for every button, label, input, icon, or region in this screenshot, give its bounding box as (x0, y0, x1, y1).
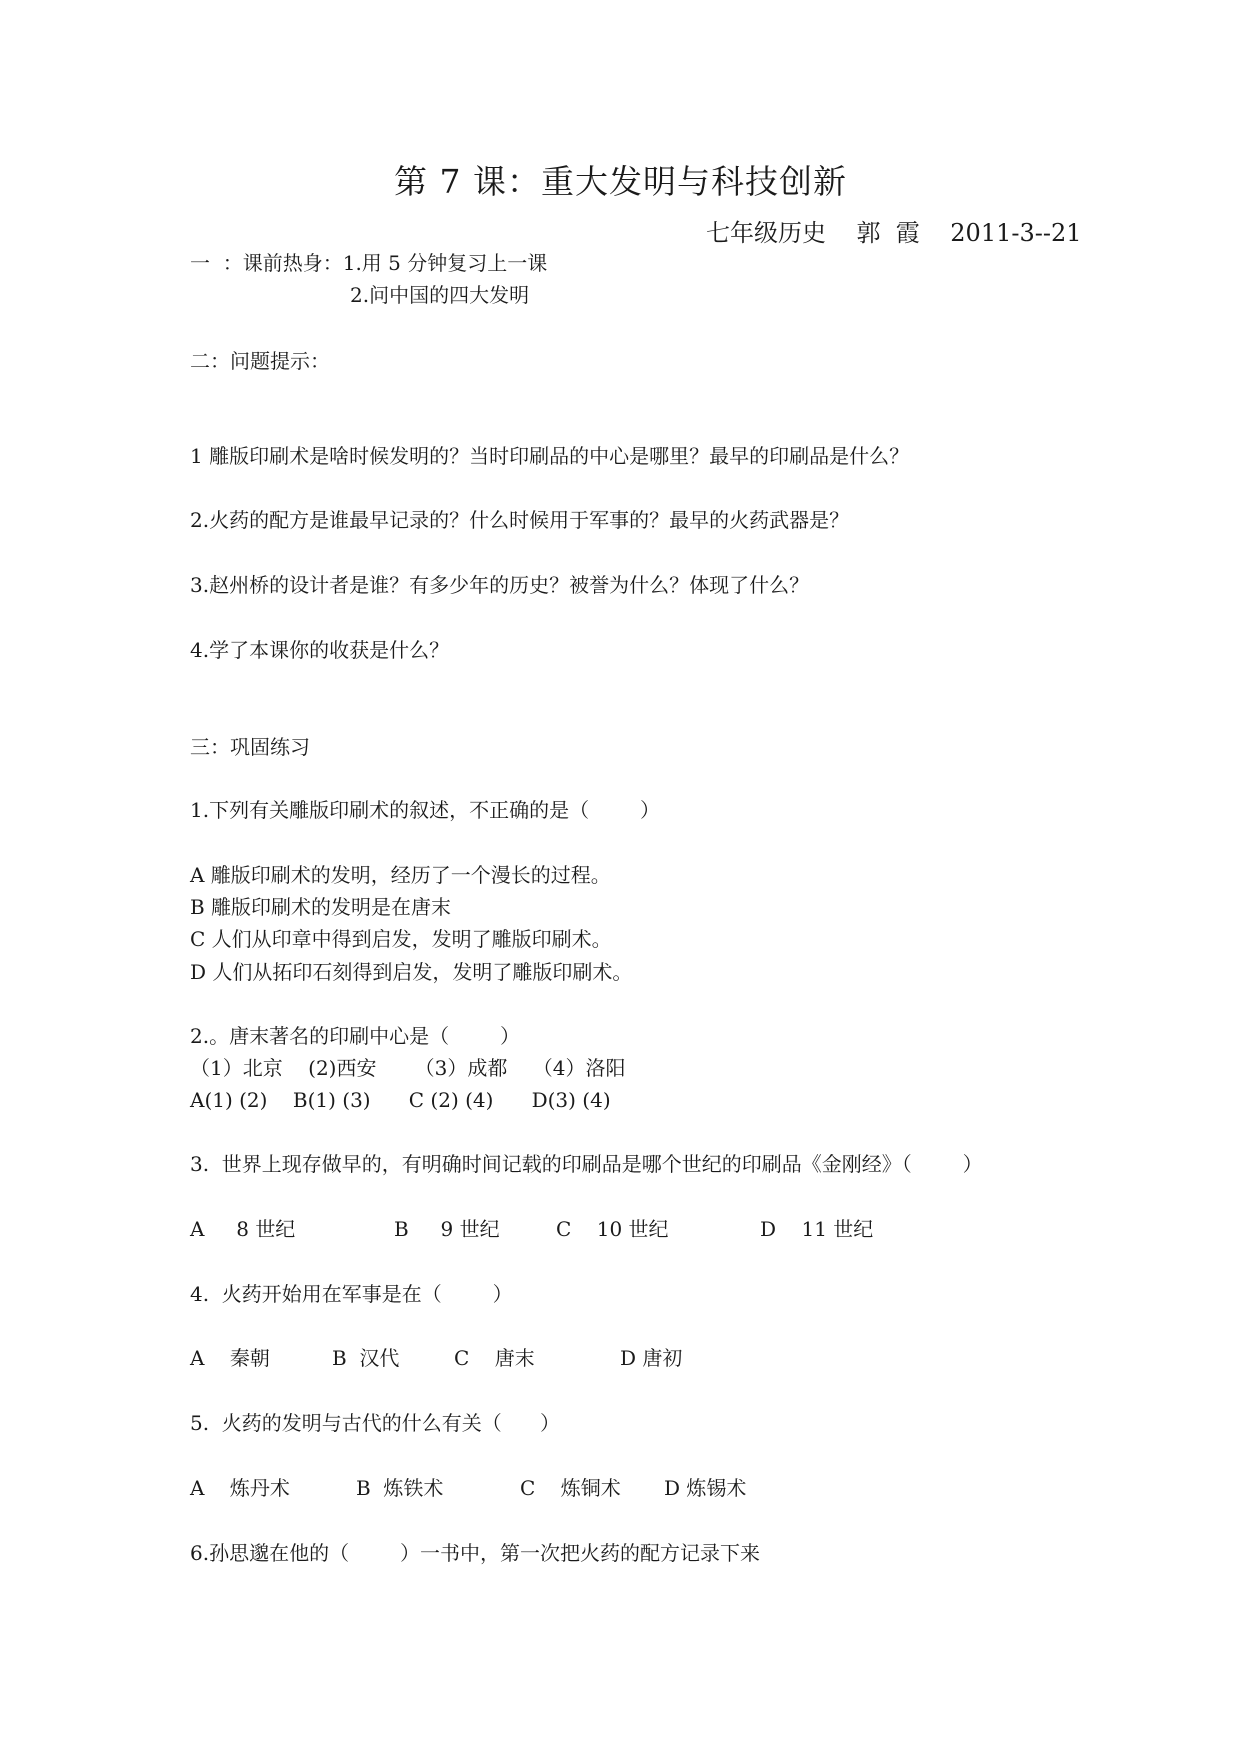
exercise-3-question: 3. 世界上现存做早的，有明确时间记载的印刷品是哪个世纪的印刷品《金刚经》（ ） (190, 1152, 983, 1176)
section3-heading: 三：巩固练习 (190, 735, 310, 759)
section1-line1: 一 ：课前热身：1.用 5 分钟复习上一课 (190, 251, 548, 275)
exercise-5-option-a: A 炼丹术 (190, 1476, 290, 1500)
section1-line2: 2.问中国的四大发明 (350, 283, 530, 307)
question-1: 1 雕版印刷术是啥时候发明的？当时印刷品的中心是哪里？最早的印刷品是什么？ (190, 444, 910, 468)
exercise-6-question: 6.孙思邈在他的（ ）一书中，第一次把火药的配方记录下来 (190, 1541, 760, 1565)
question-3: 3.赵州桥的设计者是谁？有多少年的历史？被誉为什么？体现了什么？ (190, 573, 810, 597)
page-title: 第 7 课：重大发明与科技创新 (394, 162, 847, 201)
section2-heading: 二：问题提示： (190, 349, 330, 373)
exercise-3-option-d: D 11 世纪 (760, 1217, 874, 1241)
exercise-1-option-c: C 人们从印章中得到启发，发明了雕版印刷术。 (190, 927, 612, 951)
exercise-5-option-d: D 炼锡术 (664, 1476, 747, 1500)
exercise-4-option-a: A 秦朝 (190, 1346, 270, 1370)
exercise-4-option-d: D 唐初 (620, 1346, 683, 1370)
exercise-5-option-b: B 炼铁术 (356, 1476, 444, 1500)
exercise-5-option-c: C 炼铜术 (520, 1476, 621, 1500)
exercise-1-question: 1.下列有关雕版印刷术的叙述，不正确的是（ ） (190, 798, 660, 822)
exercise-1-option-b: B 雕版印刷术的发明是在唐末 (190, 895, 452, 919)
exercise-4-option-c: C 唐末 (454, 1346, 535, 1370)
exercise-2-answers: A(1) (2) B(1) (3) C (2) (4) D(3) (4) (190, 1088, 611, 1112)
exercise-4-question: 4. 火药开始用在军事是在（ ） (190, 1282, 513, 1306)
exercise-1-option-d: D 人们从拓印石刻得到启发，发明了雕版印刷术。 (190, 960, 633, 984)
question-2: 2.火药的配方是谁最早记录的？什么时候用于军事的？最早的火药武器是？ (190, 508, 850, 532)
byline: 七年级历史 郭 霞 2011-3--21 (706, 219, 1082, 247)
question-4: 4.学了本课你的收获是什么？ (190, 638, 450, 662)
exercise-3-option-b: B 9 世纪 (394, 1217, 500, 1241)
exercise-2-items: （1）北京 (2)西安 （3）成都 （4）洛阳 (190, 1056, 626, 1080)
exercise-1-option-a: A 雕版印刷术的发明，经历了一个漫长的过程。 (190, 863, 611, 887)
exercise-3-option-a: A 8 世纪 (190, 1217, 296, 1241)
exercise-3-option-c: C 10 世纪 (556, 1217, 669, 1241)
exercise-4-option-b: B 汉代 (332, 1346, 400, 1370)
exercise-2-question: 2.。唐末著名的印刷中心是（ ） (190, 1024, 520, 1048)
exercise-5-question: 5. 火药的发明与古代的什么有关（ ） (190, 1411, 560, 1435)
